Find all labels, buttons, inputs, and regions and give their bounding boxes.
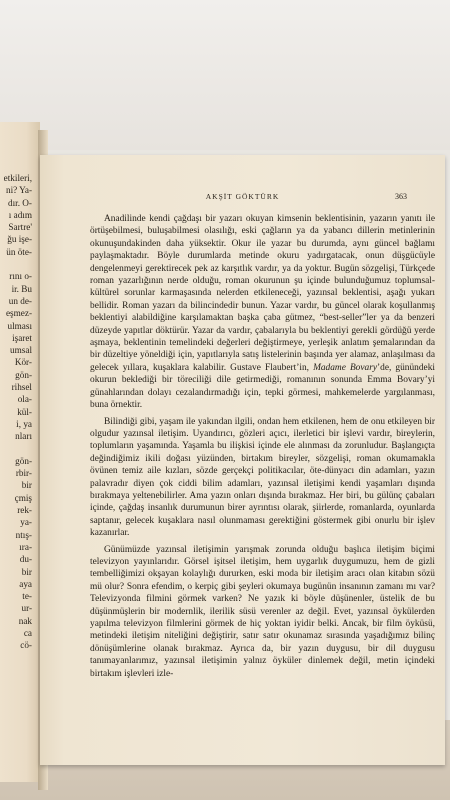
left-page-fragment: umsal (10, 345, 32, 356)
left-page-fragment: rbir- (15, 468, 32, 479)
left-page-fragment: cö- (20, 640, 32, 651)
page-number: 363 (395, 192, 407, 201)
left-page-fragment (2, 443, 32, 455)
left-page-fragment: eşmez- (5, 308, 32, 319)
left-page-fragment: nak (18, 615, 32, 626)
left-page-fragment: ni? Ya- (5, 185, 32, 196)
right-page (40, 155, 445, 765)
left-page-fragment: ntış- (15, 529, 32, 540)
paragraph-1-text: Anadilinde kendi çağdaşı bir yazarı okuyan kimsenin beklentisinin, yazarın yanıtı ile örtüşebilmesi, buluşabilmesi olasılığı, eski çağların ya da yabancı dillerin metinlerinin okunuşundakinden daha yüksektir. Okur ile yazar bu durumda, aynı güncel bağlamı paylaşmaktadır. Böyle durumlarda metinde okuru yadırgatacak, onun düşgücüyle dengelenmeyi gerektirecek pek az karşıtlık vardır, ya da yoktur. Bugün sözgelişi, Türkçede roman yazarlığının nerde olduğu, roman okurunun şu içinde bulunduğumuz toplumsal-kültürel sorunlar karmaşasında nelerden etkileneceği, yazınsal beklentisi, aşağı yukarı bellidir. Roman yazarı da bilincindedir bunun. Yazar vardır, bu güncel olarak koşullanmış beklentiyi alabildiğine karşılamaktan başka çaba gütmez, “best-seller”ler ya da benzeri düzeyde yapıtlar döktürür. Yazar da vardır, çabalarıyla bu beklentiyi gerekli gördüğü yerde aşmaya, beklentinin temelindeki değerleri değiştirmeye, yerleşik anlatım şemalarından da bir düzeltiye yöneldiği için, yapıtlarıyla satış listelerinin başında yer alamaz, anlaşılması da gelecek yıllara, kuşaklara kalabilir. Gustave Flaubert’in, (90, 214, 435, 373)
page-header (40, 192, 445, 204)
left-page (0, 122, 40, 782)
left-page-fragment: çmiş (14, 492, 32, 503)
left-page-fragment: gön- (15, 455, 32, 466)
left-page-fragment: ğu işe- (7, 234, 32, 245)
left-page-fragment: etkileri, (3, 173, 32, 183)
left-page-text-fragments (2, 172, 32, 652)
left-page-fragment: ir. Bu (11, 283, 32, 294)
left-page-fragment: ur- (21, 603, 32, 614)
left-page-fragment: ün öte- (6, 246, 32, 257)
left-page-fragment: gön- (15, 369, 32, 380)
left-page-fragment: rını o- (9, 271, 32, 282)
left-page-fragment: rek- (17, 505, 32, 516)
paragraph-1-text-cont: ’de, günündeki okurun beklediği bir töreciliği dile getirmediği, romanının sonunda Emma Bovary’yi günahlarından dolayı cezalandırmadığı için, tepki görmesi, mahkemelerde yargılanması, buna örnektir. (90, 362, 435, 411)
left-page-fragment: Kör- (14, 357, 32, 368)
left-page-fragment: nları (15, 431, 32, 442)
left-page-fragment: ya- (20, 517, 32, 528)
left-page-fragment: rihsel (11, 382, 32, 393)
left-page-fragment: işaret (12, 332, 32, 343)
left-page-fragment: ıra- (19, 541, 32, 552)
left-page-fragment: un de- (8, 295, 32, 306)
body-text (90, 213, 435, 684)
left-page-fragment: ca (23, 627, 32, 638)
italic-title: Madame Bovary (313, 362, 378, 373)
left-page-fragment (2, 258, 32, 270)
left-page-fragment: bir (21, 566, 32, 577)
left-page-fragment: te- (22, 591, 32, 602)
background-wall (0, 0, 450, 150)
paragraph-3: Günümüzde yazınsal iletişimin yarışmak zorunda olduğu başlıca iletişim biçimi televizyon yayınlarıdır. Görsel işitsel iletişim, hem uygarlık duygumuzu, hem de gizli tembelliğimizi okşayan kolaylığı dururken, eski moda bir iletişim aracı olan kitabın sözü mü olur? Sonra efendim, o kerpiç gibi şeyleri okumaya bugünün insanının zamanı mı var? Televizyonda filmini görmek varken? Ne yazık ki böyle düşünenler, üstelik de bu düşünmüşlerin bir modernlik, ilerilik süsü verenler az değil. Evet, yazınsal öykülerden yapılma televizyon filmlerini görmek de hiç yoktan iyidir belki. Ancak, bir film öyküsü, metindeki iletişim niteliğini değiştirir, satır satır okunamaz sırasında yaşadığımız bilinç dönüşümlerine olanak bırakmaz. Ayrıca da, bir yazın duygusu, bir dil duygusu tanımayanlarımız, yazınsal iletişimin yalnız öyküler dinlemek değil, metin içindeki birtakım işlevleri izle- (90, 544, 435, 679)
left-page-fragment: ı adım (8, 209, 32, 220)
left-page-fragment: Sartre' (8, 222, 32, 233)
left-page-fragment: ola- (17, 394, 32, 405)
left-page-fragment: aya (19, 578, 32, 589)
left-page-fragment: bir (21, 480, 32, 491)
left-page-fragment: i, ya (16, 418, 32, 429)
paragraph-2: Bilindiği gibi, yaşam ile yakından ilgili, ondan hem etkilenen, hem de onu etkileyen bir olgudur yazınsal iletişim. Uyandırıcı, gözleri açıcı, ilerletici bir işlevi vardır, bireylerin, toplumların yaşamında. Yaşamla bu ilişkisi içinde ele alınması da zorunludur. Başlangıçta değindiğimiz ikili doğası yüzünden, birtakım bireyler, sözgelişi, roman okumamakla övünen temiz aile kızları, sözde gerçekçi politikacılar, öte-dünyacı din adamları, yazın palavradır diyen çok ciddi bilim adamları, yazınsal iletişimi kendi yaşamları dışında bırakmaya yeltenebilirler. Ama yazın onları dışında bırakmaz. Her biri, bu gülünç çabaları içinde, çağdaş insanlık durumunun birer ayrıntısı olarak, şiirlerde, romanlarda, oyunlarda saptanır, gelecek kuşaklara nasıl olunmaması gerektiğini göstermek gibi onurlu bir işlev kazanırlar. (90, 416, 435, 539)
left-page-fragment: du- (19, 554, 32, 565)
running-title: AKŞİT GÖKTÜRK (205, 192, 280, 201)
left-page-fragment: kül- (17, 406, 32, 417)
left-page-fragment: dır. O- (8, 197, 32, 208)
left-page-fragment: ulması (7, 320, 32, 331)
paragraph-1 (90, 213, 435, 412)
